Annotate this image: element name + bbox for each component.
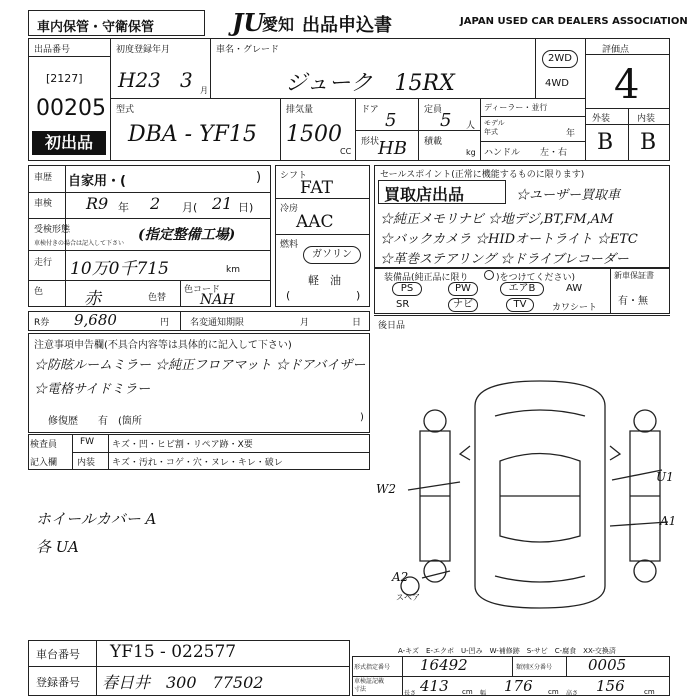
equip-ps: PS (392, 282, 422, 296)
remarks-line-2: 各 UA (36, 538, 79, 556)
model-label: 型式 (116, 105, 135, 115)
divider (280, 98, 281, 161)
u1-pointer (612, 470, 662, 480)
storage-header-box (28, 10, 205, 36)
divider (585, 108, 670, 109)
rating-score: 4 (614, 62, 640, 108)
color-code: NAH (200, 292, 235, 308)
interior-label: 内装 (637, 114, 656, 124)
car-roof (500, 454, 580, 543)
mileage-value: 10万0千715 (70, 259, 169, 279)
car-damage-diagram (400, 376, 680, 616)
car-name-label: 車名・グレード (216, 45, 280, 55)
color-label: 色 (34, 287, 44, 297)
divider (585, 38, 586, 161)
divider (480, 141, 585, 142)
equipment-check-circle (484, 270, 494, 280)
divider (110, 98, 585, 99)
shift-label: シフト (280, 171, 308, 181)
drive-2wd: 2WD (542, 50, 578, 68)
handle-label: ハンドル (484, 148, 521, 158)
registration-month: 3 (180, 68, 193, 92)
color-value: 赤 (84, 289, 101, 309)
registration-era-year: H23 (118, 68, 161, 92)
month-unit: 月 (200, 86, 208, 95)
length-sub: 長さ (404, 690, 417, 697)
sales-points-label: セールスポイント(正常に機能するものに限ります) (380, 170, 585, 180)
equip-sr: SR (396, 299, 410, 310)
registration-label: 初度登録年月 (116, 45, 171, 55)
color-change-label: 色替 (148, 293, 167, 303)
car-name-value: ジューク 15RX (285, 71, 455, 96)
usage-label: 車歴 (34, 173, 53, 183)
plate-label: 登録番号 (36, 676, 80, 689)
equip-aw: AW (566, 283, 583, 294)
drive-4wd: 4WD (545, 78, 569, 89)
shaken-year: R9 (86, 194, 109, 213)
divider (374, 315, 670, 316)
after-day-label: 後日品 (378, 321, 406, 331)
usage-close: ) (256, 170, 262, 185)
height-sub: 高さ (566, 690, 579, 697)
load-unit: kg (466, 148, 476, 157)
chassis-number: YF15 - 022577 (110, 642, 237, 662)
displacement-label: 排気量 (286, 105, 314, 115)
width-value: 176 (504, 677, 533, 695)
shaken-year-unit: 年 (118, 201, 129, 214)
divider (566, 656, 567, 676)
interior-grade: B (640, 130, 657, 155)
checker-interior: 内装 (77, 458, 96, 468)
repair-history-label: 修復歴 有 (箇所 (48, 416, 142, 427)
divider (610, 268, 611, 314)
damage-legend: A-キズ E-エクボ U-凹み W-補修跡 S-サビ C-腐食 XX-交換済 (398, 647, 616, 655)
exterior-grade: B (597, 130, 614, 155)
equip-pw: PW (448, 282, 478, 296)
damage-a1: A1 (660, 514, 677, 528)
shaken-day-unit: 日) (238, 201, 254, 214)
notes-line-2: ☆電格サイドミラー (34, 382, 151, 397)
notes-label: 注意事項申告欄(不具合内容等は具体的に記入して下さい) (34, 340, 292, 351)
rating-label: 評価点 (602, 45, 630, 55)
divider (275, 234, 370, 235)
length-unit: cm (462, 688, 473, 696)
cc-unit: CC (340, 147, 352, 156)
equip-navi: ナビ (448, 298, 478, 312)
divider (28, 666, 350, 667)
divider (210, 38, 211, 98)
length-label: 車検証記載 寸法 (354, 678, 385, 693)
divider (585, 124, 670, 125)
checker-interior-items: キズ・汚れ・コゲ・穴・ヌレ・キレ・破レ (112, 458, 283, 468)
sales-line-2: ☆純正メモリナビ ☆地デジ,BT,FM,AM (380, 212, 614, 227)
remarks-line-1: ホイールカバー A (36, 510, 157, 528)
divider (180, 311, 181, 331)
checker-fw: FW (80, 437, 95, 447)
divider (628, 108, 629, 161)
displacement-value: 1500 (286, 122, 342, 147)
length-value: 413 (420, 677, 449, 695)
shape-value: HB (378, 138, 407, 159)
mileage-label: 走行 (34, 258, 53, 268)
ac-label: 冷房 (280, 204, 299, 214)
sales-line-1: ☆ユーザー買取車 (516, 188, 621, 203)
doors-label: ドア (361, 105, 379, 115)
equip-tv: TV (506, 298, 534, 312)
divider (28, 56, 110, 57)
color-code-label: 色コード (184, 285, 221, 295)
divider (535, 38, 536, 98)
sales-line-3: ☆バックカメラ ☆HIDオートライト ☆ETC (380, 232, 638, 247)
capacity-value: 5 (440, 110, 452, 131)
car-outline (475, 381, 605, 608)
divider (480, 116, 585, 117)
recycle-value: 9,680 (74, 311, 117, 329)
damage-u1: U1 (656, 470, 674, 484)
wheel-fl (424, 410, 446, 432)
divider (180, 280, 181, 307)
height-unit: cm (644, 688, 655, 696)
storage-note: 車内保管・守衛保管 (37, 20, 155, 35)
height-value: 156 (596, 677, 625, 695)
checker-fw-items: キズ・凹・ヒビ割・リペア跡・X要 (112, 440, 253, 450)
model-value: DBA - YF15 (128, 122, 257, 147)
bracket-number: [2127] (46, 72, 83, 85)
year-unit: 年 (566, 129, 576, 139)
fuel-paren-close: ) (356, 289, 361, 302)
equipment-label-suffix: )をつけてください) (496, 273, 576, 283)
divider (28, 280, 271, 281)
usage-value: 自家用・( (68, 174, 126, 189)
divider (28, 250, 271, 251)
divider (355, 130, 480, 131)
exterior-label: 外装 (592, 114, 611, 124)
divider (275, 198, 370, 199)
shaken-label: 車検 (34, 199, 53, 209)
new-car-warranty-label: 新車保証書 (614, 271, 654, 280)
fuel-label: 燃料 (280, 240, 299, 250)
capacity-unit: 人 (466, 121, 476, 131)
shaken-day: 21 (212, 194, 233, 213)
mileage-unit: km (226, 265, 240, 275)
chassis-label: 車台番号 (36, 648, 80, 661)
width-sub: 幅 (480, 690, 487, 697)
association-name: JAPAN USED CAR DEALERS ASSOCIATION (460, 16, 688, 27)
recycle-label: R券 (34, 318, 50, 328)
fuel-gasoline: ガソリン (303, 246, 361, 264)
load-label: 積載 (424, 137, 443, 147)
divider (65, 165, 66, 307)
divider (402, 656, 403, 696)
equip-leather-seat: カワシート (552, 303, 598, 313)
entry-number-label: 出品番号 (34, 45, 71, 55)
repair-history-close: ) (360, 412, 364, 423)
equipment-label: 装備品(純正品に限り (384, 273, 469, 283)
transfer-day: 日 (352, 318, 362, 328)
transfer-month: 月 (300, 318, 310, 328)
capacity-label: 定員 (424, 105, 443, 115)
divider (110, 38, 111, 161)
type-number-label: 形式指定番号 (354, 664, 391, 671)
shaken-month: 2 (150, 194, 161, 213)
transfer-label: 名変通知期限 (190, 318, 245, 328)
ju-logo (232, 8, 295, 37)
wheel-rl (424, 560, 446, 582)
checker-label-2: 記入欄 (30, 458, 58, 468)
sales-line-4: ☆革巻ステアリング ☆ドライブレコーダー (380, 252, 629, 267)
divider (480, 98, 481, 161)
divider (28, 218, 271, 219)
divider (28, 192, 271, 193)
width-unit: cm (548, 688, 559, 696)
fuel-diesel: 軽 油 (308, 274, 341, 287)
shift-value: FAT (300, 178, 334, 198)
new-car-warranty-options: 有・無 (618, 296, 648, 307)
divider (72, 452, 370, 453)
divider (512, 656, 513, 676)
sales-headline: 買取店出品 (384, 185, 465, 204)
org-name: 愛知 (262, 15, 295, 34)
w2-pointer (408, 482, 460, 490)
fuel-paren-open: ( (286, 289, 291, 302)
type-number: 16492 (420, 656, 468, 674)
equip-airbag: エアB (500, 282, 544, 296)
divider (96, 640, 97, 696)
damage-a2: A2 (392, 570, 409, 584)
class-number-label: 類別区分番号 (516, 664, 553, 671)
inspection-type-note: 車検付きの場合は記入して下さい (34, 240, 125, 247)
entry-number: 00205 (36, 96, 106, 121)
notes-line-1: ☆防眩ルームミラー ☆純正フロアマット ☆ドアバイザー (34, 358, 366, 373)
shaken-month-unit: 月( (182, 201, 198, 214)
inspection-type-value: (指定整備工場) (138, 227, 236, 243)
first-listing-badge: 初出品 (32, 131, 106, 155)
checker-label-1: 検査員 (30, 440, 58, 450)
ju-logo-mark: JU (232, 8, 265, 37)
class-number: 0005 (588, 656, 627, 674)
spare-label: スペア (396, 593, 420, 602)
ac-value: AAC (296, 212, 334, 232)
handle-options: 左・右 (540, 148, 568, 158)
dealer-parallel-label: ディーラー・並行 (484, 103, 548, 112)
doors-value: 5 (385, 110, 397, 131)
wheel-rr (634, 560, 656, 582)
form-title: 出品申込書 (302, 15, 392, 36)
recycle-unit: 円 (160, 318, 170, 328)
shape-label: 形状 (361, 137, 380, 147)
wheel-fr (634, 410, 656, 432)
damage-w2: W2 (376, 482, 396, 496)
plate-number: 春日井 300 77502 (102, 673, 264, 692)
model-year-label: モデル 年式 (484, 119, 505, 136)
inspection-type-label: 受検形態 (34, 225, 71, 235)
